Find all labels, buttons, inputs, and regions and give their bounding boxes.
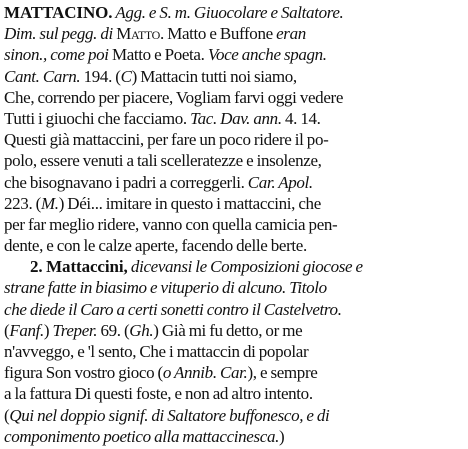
citation-text: ( [4,320,10,340]
citation-text: ) Déi... imitare in questo i mattaccini, che [58,193,321,213]
entry-line-18 [4,362,464,383]
citation-source: Gh. [129,320,154,340]
citation-text: ( [4,405,10,425]
citation-source: M. [40,193,59,213]
definition-text: strane fatte in biasimo e vituperio di alcuno. Titolo [4,278,327,298]
entry-line-7 [4,129,464,150]
entry-line-6 [4,108,464,129]
definition-text: Agg. e S. m. Giuocolare e Saltatore. [112,3,344,22]
definition-text: sinon., come poi [4,45,112,65]
entry-line-2 [4,23,464,44]
entry-line-10 [4,193,464,214]
entry-line-21 [4,426,464,447]
entry-line-16 [4,320,464,341]
citation-text: 194. ( [80,66,121,86]
entry-line-9 [4,172,464,193]
entry-line-3 [4,44,464,65]
entry-line-1 [4,2,464,23]
entry-line-20 [4,405,464,426]
citation-text: 4. 14. [281,108,321,128]
cross-reference: Matto [116,24,160,44]
citation-text: Questi già mattaccini, per fare un poco ridere il po- [4,130,329,150]
citation-text: che bisognavano i padri a correggerli. [4,172,248,192]
citation-text: ) [279,426,285,446]
citation-source: o Annib. Car. [162,363,248,383]
citation-text: Che, correndo per piacere, Vogliam farvi oggi vedere [4,87,344,107]
citation-source: Tac. Dav. ann. [190,108,282,128]
citation-text: ) Mattacin tutti noi siamo, [131,66,297,86]
entry-line-4 [4,66,464,87]
citation-source: Treper. [52,320,98,340]
entry-line-8 [4,150,464,171]
citation-text: Tutti i giuochi che facciamo. [4,108,191,128]
entry-line-14 [4,277,464,298]
definition-text: eran [276,24,306,44]
citation-text: 69. ( [97,320,130,340]
citation-text: a la fattura Di questi foste, e non ad altro intento. [4,384,313,404]
citation-source: Car. Apol. [247,172,313,192]
headword: MATTACINO. [4,3,113,22]
definition-text: che diede il Caro a certi sonetti contro il Castelvetro. [4,299,342,319]
definition-text: Dim. sul pegg. di [4,24,117,44]
entry-line-17 [4,341,464,362]
citation-text: figura Son vostro gioco ( [4,363,163,383]
citation-text: ), e sempre [247,363,318,383]
citation-text: ) Già mi fu detto, or me [153,320,303,340]
entry-line-12 [4,235,464,256]
definition-text: dicevansi le Composizioni giocose e [127,257,363,277]
citation-text: 223. ( [4,193,41,213]
entry-line-13 [30,256,464,277]
definition-text: Voce anche spagn. [207,45,327,65]
citation-source: Fanf. [9,320,44,340]
entry-line-15 [4,299,464,320]
citation-text: componimento poetico alla mattaccinesca. [4,426,280,446]
citation-text: ) [43,320,53,340]
entry-line-11 [4,214,464,235]
citation-text: n'avveggo, e 'l sento, Che i mattaccin di popolar [4,342,309,362]
citation-source: C [120,66,132,86]
citation-source: Cant. Carn. [4,66,81,86]
citation-text: polo, essere venuti a tali scelleratezze e insolenze, [4,151,322,171]
entry-line-19 [4,383,464,404]
definition-text: . Matto e Buffone [160,24,277,44]
entry-line-5 [4,87,464,108]
sense-headword: 2. Mattaccini, [30,257,128,277]
citation-text: Qui nel doppio signif. di Saltatore buffonesco, e di [9,405,330,425]
citation-text: dente, e con le calze aperte, facendo delle berte. [4,236,307,256]
dictionary-entry [4,2,464,447]
definition-text: Matto e Poeta. [111,45,208,65]
citation-text: per far meglio ridere, vanno con quella camicia pen- [4,214,338,234]
